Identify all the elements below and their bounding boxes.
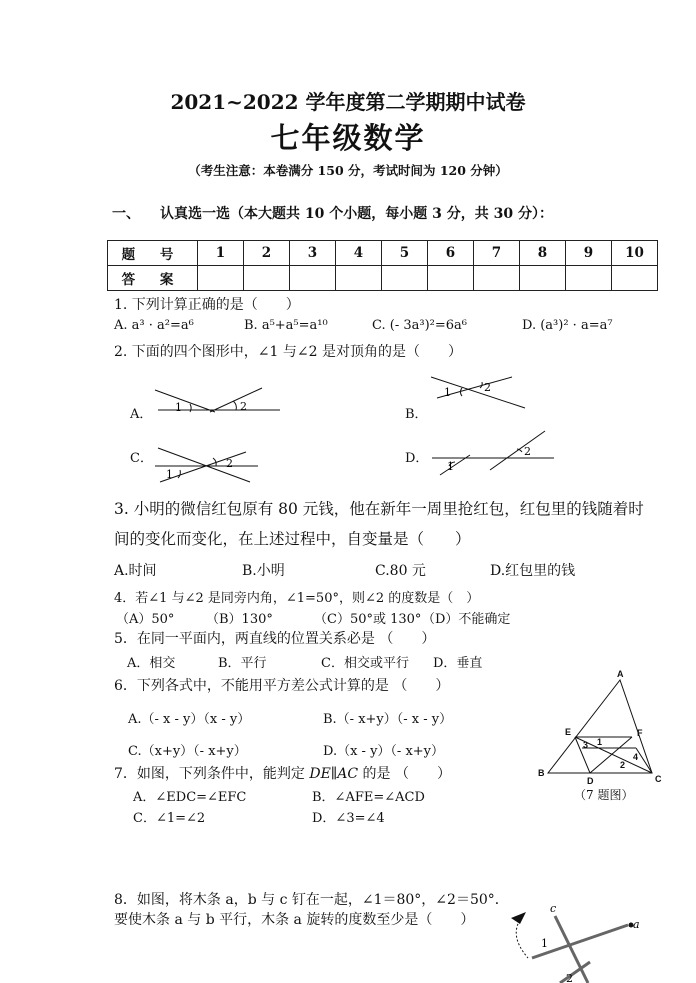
q2d-angle2-label: 2 — [524, 445, 531, 458]
q8-label-c: c — [550, 902, 557, 915]
q1-option-a: A. a³ · a²=a⁶ — [114, 318, 194, 333]
q2a-angle2-label: 2 — [240, 400, 247, 413]
table-cell: 6 — [428, 241, 474, 266]
question-number-label: 题 号 — [108, 241, 198, 266]
q6-option-a: A.（- x - y）（x - y） — [128, 712, 251, 727]
q3-stem-line2: 间的变化而变化，在上述过程中，自变量是（ ） — [114, 530, 471, 548]
q2b-angle2-label: 2 — [484, 381, 491, 394]
q3-option-c: C.80 元 — [375, 563, 426, 579]
q7-option-a: A．∠EDC=∠EFC — [133, 790, 247, 805]
q3-option-b: B.小明 — [242, 563, 285, 579]
q2-option-d: D． — [405, 451, 429, 466]
q5-option-a: A．相交 — [127, 656, 176, 671]
q5-stem: 5．在同一平面内，两直线的位置关系必是 （ ） — [114, 631, 436, 647]
table-cell: 7 — [474, 241, 520, 266]
answer-label: 答 案 — [108, 266, 198, 291]
exam-title: 2021~2022 学年度第二学期期中试卷 — [170, 90, 526, 114]
q7-label-a: A — [617, 669, 624, 679]
q4-option-c: （C）50°或 130° — [314, 612, 422, 627]
q4-stem: 4．若∠1 与∠2 是同旁内角，∠1=50°，则∠2 的度数是（ ） — [114, 591, 480, 606]
q4-option-a: （A）50° — [116, 612, 175, 627]
q1-option-b: B. a⁵+a⁵=a¹⁰ — [244, 318, 328, 333]
q6-option-d: D.（x - y）（- x+y） — [323, 744, 445, 759]
section-title: 认真选一选（本大题共 10 个小题，每小题 3 分，共 30 分）： — [160, 206, 553, 222]
q7-angle4-label: 4 — [633, 752, 639, 762]
table-cell: 1 — [198, 241, 244, 266]
q7-angle2-label: 2 — [620, 760, 626, 770]
q6-stem: 6．下列各式中，不能用平方差公式计算的是 （ ） — [114, 678, 450, 694]
q7-stem-math: DE∥AC — [309, 766, 359, 782]
q2c-angle1-label: 1 — [166, 468, 173, 481]
table-cell: 4 — [336, 241, 382, 266]
q4-option-b: （B）130° — [206, 612, 273, 627]
q3-option-d: D.红包里的钱 — [490, 563, 576, 579]
q6-option-b: B.（- x+y）（- x - y） — [323, 712, 453, 727]
q5-option-c: C．相交或平行 — [321, 656, 409, 671]
rotation-arc — [516, 917, 528, 958]
q6-option-c: C.（x+y）（- x+y） — [128, 744, 247, 759]
q8-label-a: a — [633, 918, 640, 931]
q3-stem-line1: 3. 小明的微信红包原有 80 元钱，他在新年一周里抢红包，红包里的钱随着时 — [114, 500, 644, 518]
q7-label-b: B — [538, 768, 545, 778]
rotation-arrow-icon — [511, 912, 526, 924]
q2-option-c: C． — [130, 451, 153, 466]
q2-stem: 2. 下面的四个图形中，∠1 与∠2 是对顶角的是（ ） — [114, 344, 462, 360]
q5-option-b: B．平行 — [218, 656, 267, 671]
q4-option-d: （D）不能确定 — [422, 612, 511, 627]
q7-angle3-label: 3 — [583, 740, 589, 750]
q7-option-d: D．∠3=∠4 — [312, 811, 385, 826]
q8-angle2-label: 2 — [566, 972, 573, 983]
q1-option-d: D. (a³)² · a=a⁷ — [522, 318, 613, 333]
q8-angle1-label: 1 — [541, 937, 548, 950]
table-cell: 10 — [612, 241, 658, 266]
exam-notice: （考生注意：本卷满分 150 分，考试时间为 120 分钟） — [188, 163, 508, 178]
q8-stem-line1: 8．如图，将木条 a，b 与 c 钉在一起，∠1＝80°，∠2＝50°． — [114, 892, 509, 908]
table-cell: 9 — [566, 241, 612, 266]
q1-stem: 1. 下列计算正确的是（ ） — [114, 297, 300, 313]
q7-label-d: D — [587, 776, 594, 786]
q5-option-d: D．垂直 — [433, 656, 483, 671]
q8-stem-line2: 要使木条 a 与 b 平行，木条 a 旋转的度数至少是（ ） — [114, 912, 475, 928]
section-number: 一、 — [112, 206, 140, 222]
q2a-angle1-label: 1 — [175, 401, 182, 414]
q2-option-b: B． — [405, 407, 428, 422]
table-cell: 5 — [382, 241, 428, 266]
table-cell: 8 — [520, 241, 566, 266]
q2d-angle1-label: 1 — [447, 460, 454, 473]
q7-stem-post: 的是 （ ） — [358, 766, 451, 782]
q7-stem-pre: 7．如图，下列条件中，能判定 — [114, 766, 310, 782]
q2b-angle1-label: 1 — [444, 386, 451, 399]
table-cell: 3 — [290, 241, 336, 266]
q7-label-c: C — [655, 774, 662, 784]
q3-option-a: A.时间 — [114, 563, 157, 579]
q7-figure-caption: （7 题图） — [574, 788, 634, 802]
q7-option-b: B．∠AFE=∠ACD — [312, 790, 425, 805]
q7-angle1-label: 1 — [597, 737, 603, 747]
q7-label-f: F — [637, 728, 643, 738]
table-cell: 2 — [244, 241, 290, 266]
q7-label-e: E — [565, 727, 572, 737]
exam-subject: 七年级数学 — [270, 121, 426, 155]
q1-option-c: C. (- 3a³)²=6a⁶ — [372, 318, 467, 333]
q7-option-c: C．∠1=∠2 — [133, 811, 206, 826]
q2-option-a: A． — [130, 407, 153, 422]
q2c-angle2-label: 2 — [226, 457, 233, 470]
